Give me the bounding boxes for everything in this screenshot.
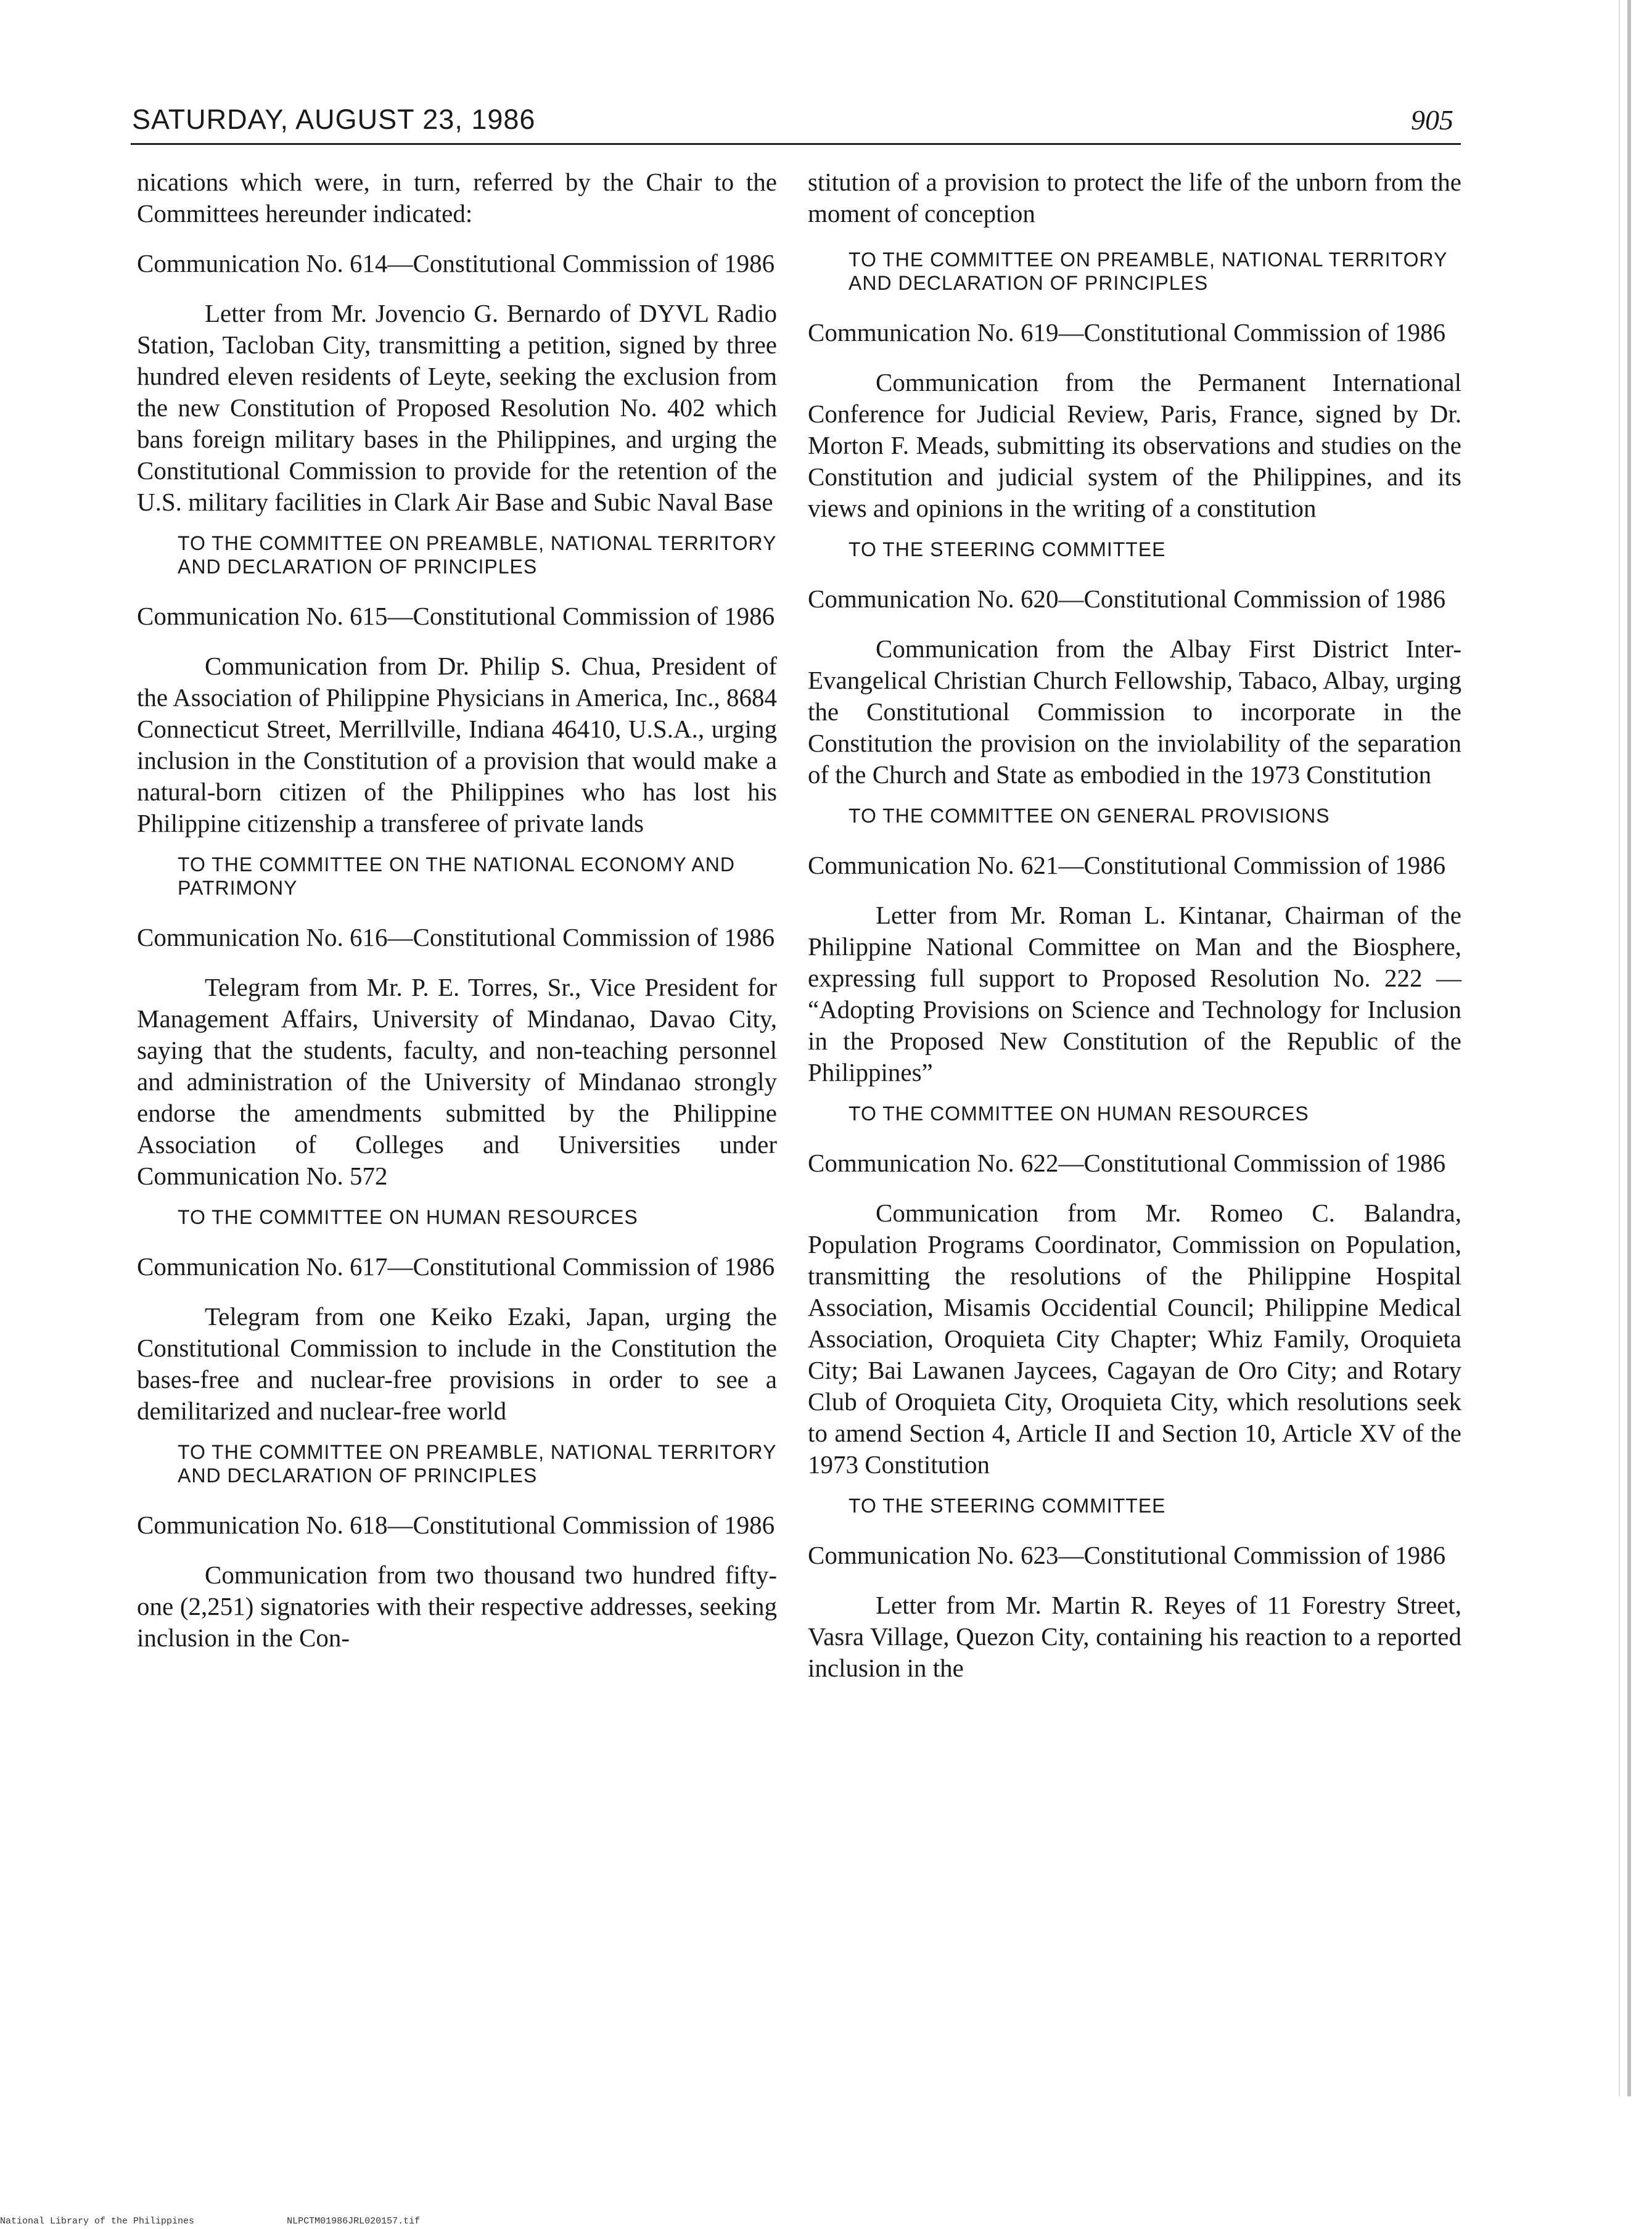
communication-title: Communication No. 616—Constitutional Commission of 1986 [137,923,775,951]
communication-body: Letter from Mr. Roman L. Kintanar, Chairman of the Philippine National Committee on Man and the Biosphere, expressing full support to Proposed Resolution No. 222 — “Adopting Provisions on Science and Technology for Inclusion in the Proposed New Constitution of the Republic of the Philippines” [808,901,1461,1086]
scan-footer [0,2216,512,2227]
communication-entry [808,1147,1461,1517]
communication-entry [137,922,777,1229]
communication-title: Communication No. 619—Constitutional Commission of 1986 [808,318,1446,347]
scan-edge-shadow [1619,0,1620,2096]
continuation-paragraph: stitution of a provision to protect the life of the unborn from the moment of conception [808,168,1461,228]
intro-paragraph: nications which were, in turn, referred by the Chair to the Committees hereunder indicated: [137,168,777,228]
communication-title: Communication No. 623—Constitutional Commission of 1986 [808,1541,1446,1569]
communication-entry [137,1251,777,1487]
communication-body: Telegram from one Keiko Ezaki, Japan, urging the Constitutional Commission to include in the Constitution the bases-free and nuclear-free provisions in order to see a demilitarized and nuclear-free world [137,1302,777,1425]
communication-body: Communication from Mr. Romeo C. Balandra, Population Programs Coordinator, Commission on Population, transmitting the resolutions of the Philippine Hospital Association, Misamis Occidential Council; Philippine Medical Association, Oroquieta City Chapter; Whiz Family, Oroquieta City; Bai Lawanen Jaycees, Cagayan de Oro City; and Rotary Club of Oroquieta City, Oroquieta City, which resolutions seek to amend Section 4, Article II and Section 10, Article XV of the 1973 Constitution [808,1199,1461,1479]
referral-line: TO THE STEERING COMMITTEE [849,538,1166,560]
communication-entry [808,317,1461,561]
communication-entry [137,1509,777,1654]
page-number: 905 [1411,104,1453,136]
communication-entry [137,248,777,578]
communication-title: Communication No. 614—Constitutional Commission of 1986 [137,249,775,277]
scan-edge [1627,0,1631,2096]
referral-line: TO THE COMMITTEE ON PREAMBLE, NATIONAL TERRITORY AND DECLARATION OF PRINCIPLES [849,248,1447,294]
communication-title: Communication No. 620—Constitutional Commission of 1986 [808,585,1446,613]
communication-body: Telegram from Mr. P. E. Torres, Sr., Vice President for Management Affairs, University of Mindanao, Davao City, saying that the students, faculty, and non-teaching personnel and administration of the University of Mindanao strongly endorse the amendments submitted by the Philippine Association of Colleges and Universities under Communication No. 572 [137,973,777,1190]
communication-body: Communication from the Permanent International Conference for Judicial Review, Paris, France, signed by Dr. Morton F. Meads, submitting its observations and studies on the Constitution and judicial system of the Philippines, and its views and opinions in the writing of a constitution [808,368,1461,522]
referral-line: TO THE COMMITTEE ON HUMAN RESOURCES [178,1206,638,1228]
communication-entry [808,850,1461,1125]
referral-line: TO THE COMMITTEE ON HUMAN RESOURCES [849,1102,1309,1125]
communication-title: Communication No. 618—Constitutional Commission of 1986 [137,1511,775,1539]
referral-line: TO THE COMMITTEE ON GENERAL PROVISIONS [849,805,1330,827]
communication-body: Letter from Mr. Jovencio G. Bernardo of DYVL Radio Station, Tacloban City, transmitting a petition, signed by three hundred eleven residents of Leyte, seeking the exclusion from the new Constitution of Proposed Resolution No. 402 which bans foreign military bases in the Philippines, and urging the Constitutional Commission to provide for the retention of the U.S. military facilities in Clark Air Base and Subic Naval Base [137,299,777,516]
communication-title: Communication No. 622—Constitutional Commission of 1986 [808,1149,1446,1177]
communication-body: Communication from the Albay First District Inter-Evangelical Christian Church Fellowship, Tabaco, Albay, urging the Constitutional Commission to incorporate in the Constitution the provision on the inviolability of the separation of the Church and State as embodied in the 1973 Constitution [808,634,1461,789]
communication-entry [137,601,777,900]
communication-entry [808,1540,1461,1684]
communication-title: Communication No. 621—Constitutional Commission of 1986 [808,851,1446,879]
communication-body: Communication from Dr. Philip S. Chua, President of the Association of Philippine Physicians in America, Inc., 8684 Connecticut Street, Merrillville, Indiana 46410, U.S.A., urging inclusion in the Constitution of a provision that would make a natural-born citizen of the Philippines who has lost his Philippine citizenship a transferee of private lands [137,652,777,837]
communication-title: Communication No. 615—Constitutional Commission of 1986 [137,602,775,630]
communication-body: Letter from Mr. Martin R. Reyes of 11 Forestry Street, Vasra Village, Quezon City, containing his reaction to a reported inclusion in the [808,1591,1461,1682]
file-name: NLPCTM01986JRL020157.tif [287,2216,421,2227]
referral-line: TO THE STEERING COMMITTEE [849,1495,1166,1517]
referral-line: TO THE COMMITTEE ON PREAMBLE, NATIONAL TERRITORY AND DECLARATION OF PRINCIPLES [178,1441,776,1487]
referral-line: TO THE COMMITTEE ON PREAMBLE, NATIONAL TERRITORY AND DECLARATION OF PRINCIPLES [178,532,776,578]
header-rule [131,143,1461,145]
library-credit: National Library of the Philippines [0,2216,195,2227]
running-header-date: SATURDAY, AUGUST 23, 1986 [132,104,536,135]
right-column [808,166,1461,1706]
referral-line: TO THE COMMITTEE ON THE NATIONAL ECONOMY AND PATRIMONY [178,853,735,899]
communication-body: Communication from two thousand two hundred fifty-one (2,251) signatories with their respective addresses, seeking inclusion in the Con- [137,1561,777,1652]
left-column [137,166,777,1676]
communication-entry [808,583,1461,827]
communication-title: Communication No. 617—Constitutional Commission of 1986 [137,1252,775,1281]
